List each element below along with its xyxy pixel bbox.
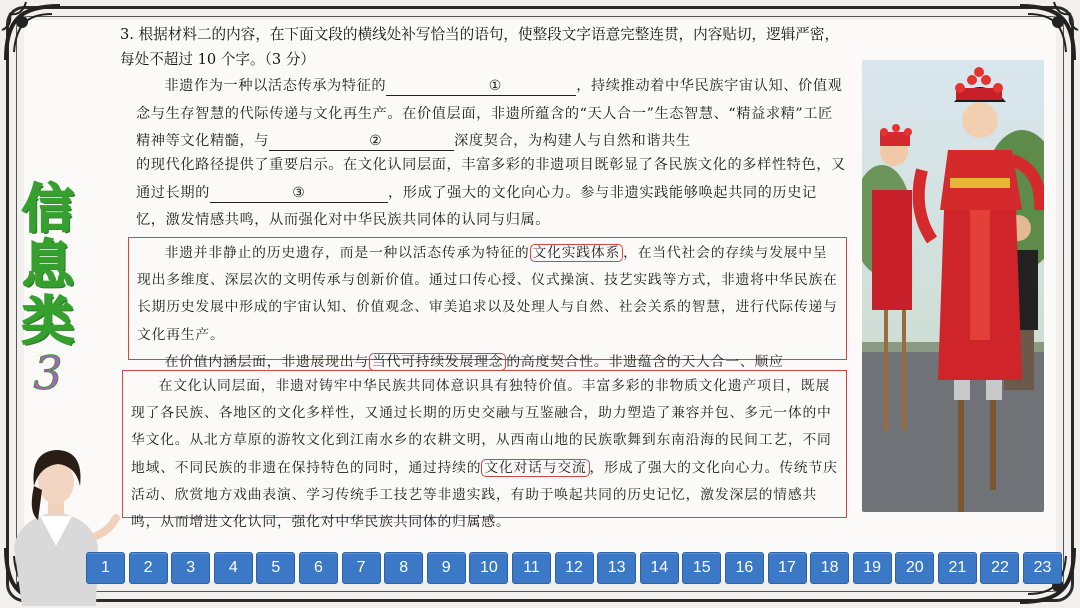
- answer-blank-1[interactable]: ①: [386, 77, 576, 96]
- page-button-17[interactable]: 17: [768, 552, 807, 584]
- highlight-keyword: 文化实践体系: [530, 244, 624, 262]
- passage-text: 非遗作为一种以活态传承为特征的: [164, 78, 387, 94]
- question-heading: [120, 22, 840, 72]
- page-button-18[interactable]: 18: [810, 552, 849, 584]
- answer-blank-3[interactable]: ③: [210, 184, 388, 203]
- passage-text: 的现代化路径提供了重要启示。在文化认同层面，丰富多彩的非遗项目既彰显了各民族文化的多样性特色，又通过长期的: [136, 157, 846, 201]
- passage-text: ，形成了强大的文化向心力。参与非遗实践能够唤起共同的历史记忆，激发情感共鸣，从而强化对中华民族共同体的认同与归属。: [136, 184, 817, 228]
- passage-paragraph: [136, 152, 846, 235]
- material-text: 非遗并非静止的历史遗存，而是一种以活态传承为特征的: [164, 245, 530, 261]
- page-button-11[interactable]: 11: [512, 552, 551, 584]
- fill-in-passage-cont: [136, 152, 846, 235]
- page-navigation: [86, 552, 1050, 584]
- page-button-4[interactable]: 4: [214, 552, 253, 584]
- page-button-8[interactable]: 8: [384, 552, 423, 584]
- side-title-number: 3: [33, 346, 63, 400]
- highlight-keyword: 当代可持续发展理念: [369, 353, 506, 371]
- page-button-7[interactable]: 7: [342, 552, 381, 584]
- page-button-15[interactable]: 15: [682, 552, 721, 584]
- material-paragraph: [137, 240, 840, 349]
- corner-ornament-icon: [0, 0, 70, 70]
- page-button-13[interactable]: 13: [597, 552, 636, 584]
- side-title-char: 息: [21, 236, 74, 296]
- material-box-2: [122, 370, 847, 531]
- material-box-1: [128, 237, 847, 370]
- side-title-char: 信: [21, 180, 74, 240]
- page-button-21[interactable]: 21: [938, 552, 977, 584]
- side-title: [18, 180, 78, 400]
- passage-text: ，持续推动着中华民族宇宙认知、价值观念与生存智慧的代际传递与文化再生产。在价值层面，非遗所蕴含的“天人合一”生态智慧、“精益求精”工匠精神等文化精髓，与: [136, 78, 843, 149]
- answer-blank-2[interactable]: ②: [269, 132, 454, 151]
- page-button-20[interactable]: 20: [895, 552, 934, 584]
- question-text: 3. 根据材料二的内容，在下面文段的横线处补写恰当的语句，使整段文字语意完整连贯，内容贴切，逻辑严密，每处不超过 10 个字。（3 分）: [120, 26, 840, 68]
- page-button-9[interactable]: 9: [427, 552, 466, 584]
- material-text: 在文化认同层面，非遗对铸牢中华民族共同体意识具有独特价值。丰富多彩的非物质文化遗产项目，既展现了各民族、各地区的文化多样性，又通过长期的历史交融与互鉴融合，助力塑造了兼容并包、多元一体的中华文化。从北方草原的游牧文化到江南水乡的农耕文明，从西南山地的民族歌舞到东南沿海的民间工艺，不同地域、不同民族的非遗在保持特色的同时，通过持续的: [131, 378, 832, 476]
- page-button-6[interactable]: 6: [299, 552, 338, 584]
- highlight-keyword: 文化对话与交流: [481, 459, 589, 477]
- passage-paragraph: [136, 73, 846, 156]
- page-button-12[interactable]: 12: [555, 552, 594, 584]
- page-button-2[interactable]: 2: [129, 552, 168, 584]
- side-title-char: 类: [21, 292, 74, 352]
- material-paragraph: [131, 373, 840, 536]
- page-button-3[interactable]: 3: [171, 552, 210, 584]
- fill-in-passage: [136, 73, 846, 156]
- page-button-19[interactable]: 19: [853, 552, 892, 584]
- page-button-14[interactable]: 14: [640, 552, 679, 584]
- page-button-10[interactable]: 10: [469, 552, 508, 584]
- material-text: 在价值内涵层面，非遗展现出与: [164, 353, 369, 370]
- page-button-5[interactable]: 5: [256, 552, 295, 584]
- page-button-22[interactable]: 22: [980, 552, 1019, 584]
- material-text: 的高度契合性。非遗蕴含的天人合一、顺应: [506, 353, 784, 370]
- material-text: ，在当代社会的存续与发展中呈现出多维度、深层次的文明传承与创新价值。通过口传心授、仪式操演、技艺实践等方式，非遗将中华民族在长期历史发展中形成的宇宙认知、价值观念、审美追求以及处理人与自然、社会关系的智慧，进行代际传递与文化再生产。: [137, 245, 838, 343]
- costume-stilts-photo: [862, 60, 1044, 512]
- page-button-23[interactable]: 23: [1023, 552, 1062, 584]
- page-button-1[interactable]: 1: [86, 552, 125, 584]
- page-button-16[interactable]: 16: [725, 552, 764, 584]
- passage-text: 深度契合，为构建人与自然和谐共生: [454, 133, 691, 149]
- material-text: ，形成了强大的文化向心力。传统节庆活动、欣赏地方戏曲表演、学习传统手工技艺等非遗实践，有助于唤起共同的历史记忆，激发深层的情感共鸣，从而增进文化认同，强化对中华民族共同体的归属感。: [131, 459, 838, 531]
